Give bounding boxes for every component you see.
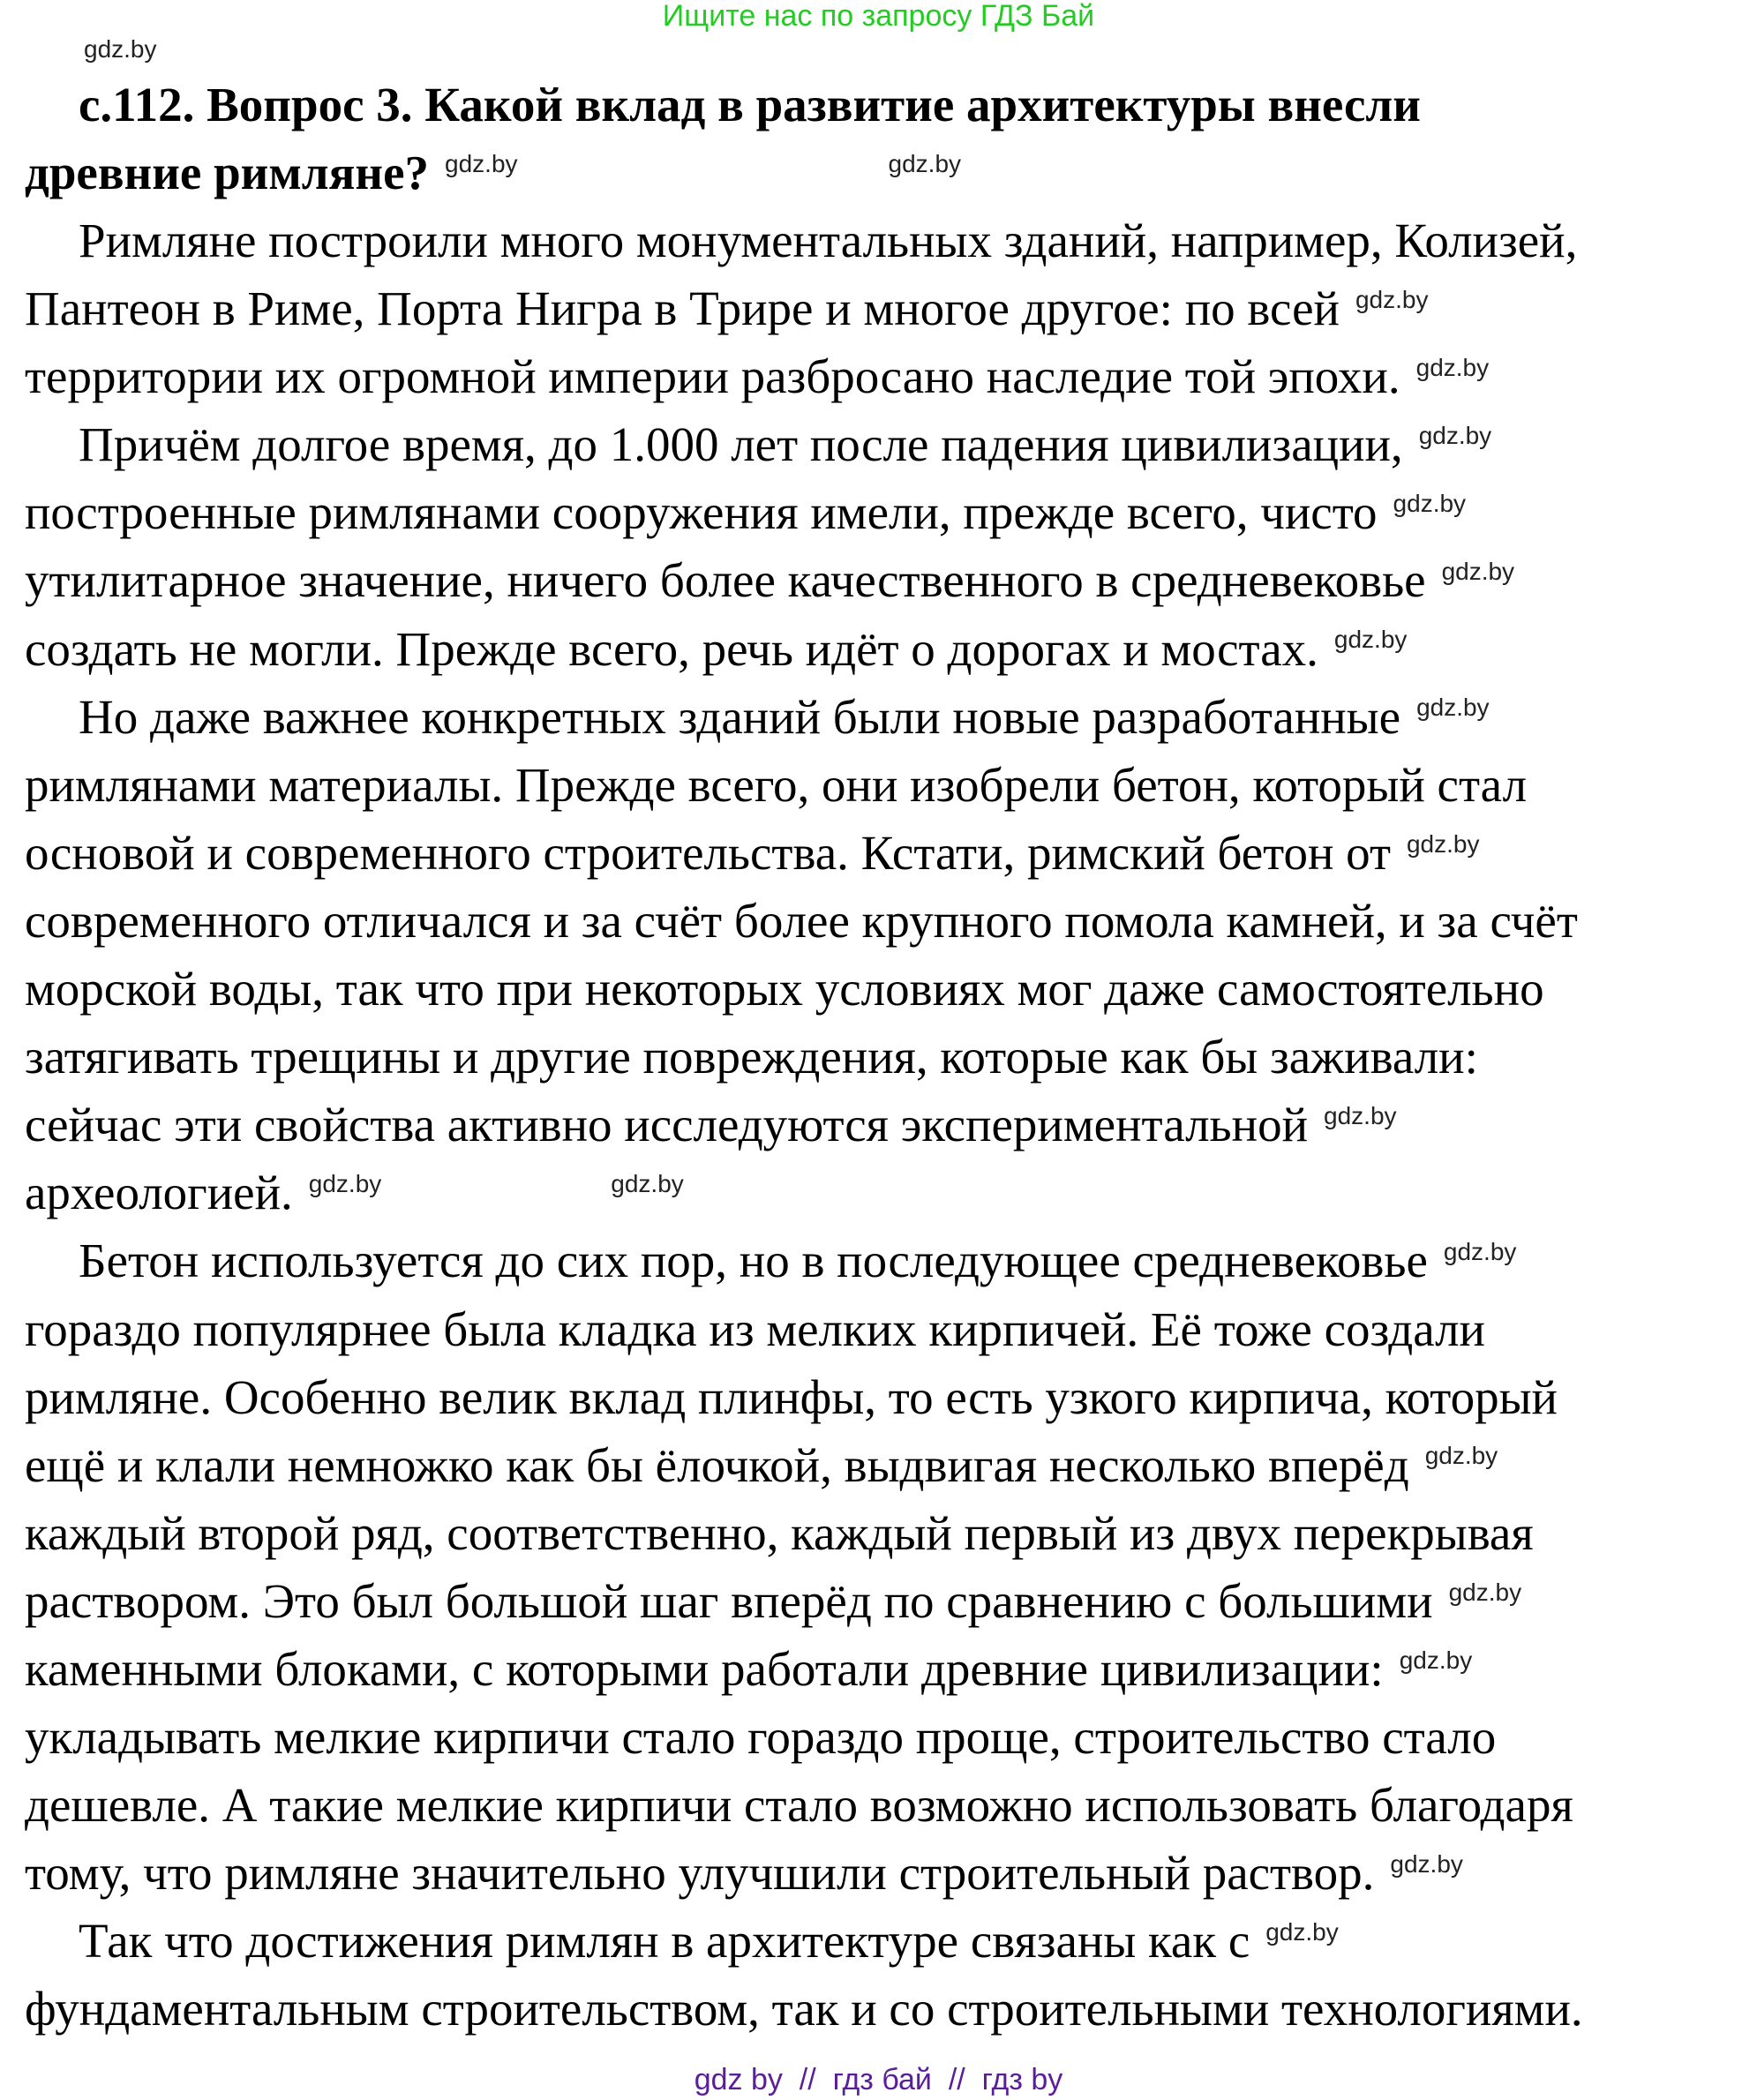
watermark: gdz.by [611,1169,684,1197]
text-line-content: дешевле. А такие мелкие кирпичи стало возможно использовать благодаря [25,1778,1573,1833]
text-line-content: построенные римлянами сооружения имели, прежде всего, чисто [25,485,1378,540]
text-line [0,1635,1583,1703]
heading-line-text: древние римляне? [25,146,430,199]
question-heading [0,71,1421,206]
text-line [0,1499,1583,1567]
search-hint-banner[interactable]: Ищите нас по запросу ГДЗ Бай [662,0,1095,33]
footer-links[interactable]: gdz by // гдз бай // гдз by [694,2063,1063,2096]
watermark: gdz.by [445,149,518,177]
watermark: gdz.by [1265,1918,1339,1946]
watermark: gdz.by [308,1169,382,1197]
text-line-content: тому, что римляне значительно улучшили строительный раствор. [25,1846,1375,1901]
text-line [0,274,1583,342]
watermark: gdz.by [1333,626,1408,654]
text-line [0,751,1583,819]
text-line-content: фундаментальным строительством, так и со строительными технологиями. [25,1982,1583,2036]
text-line [0,1567,1583,1635]
text-line-content: затягивать трещины и другие повреждения, которые как бы заживали: [25,1030,1478,1084]
text-line [0,410,1583,478]
watermark: gdz.by [84,35,157,63]
heading-line [0,139,1421,206]
text-line [0,955,1583,1023]
text-line [0,1363,1583,1431]
text-line-content: ещё и клали немножко как бы ёлочкой, выдвигая несколько вперёд [25,1437,1409,1492]
text-line-content: Римляне построили много монументальных зданий, например, Колизей, [79,214,1578,267]
text-line [0,1975,1583,2043]
text-line [0,206,1583,274]
answer-text [0,206,1583,2044]
text-line-content: Пантеон в Риме, Порта Нигра в Трире и многое другое: по всей [25,281,1340,336]
text-line [0,478,1583,546]
text-line-content: Причём долгое время, до 1.000 лет после падения цивилизации, [79,417,1403,472]
watermark: gdz.by [1448,1578,1522,1606]
text-line-content: Бетон используется до сих пор, но в последующее средневековье [79,1234,1428,1288]
text-line [0,1907,1583,1975]
text-line-content: каменными блоками, с которыми работали древние цивилизации: [25,1641,1384,1696]
watermark: gdz.by [1406,829,1480,858]
text-line-content: римлянами материалы. Прежде всего, они изобрели бетон, который стал [25,757,1528,812]
watermark: gdz.by [1441,558,1515,586]
watermark: gdz.by [1418,421,1492,449]
watermark: gdz.by [1416,694,1490,722]
text-line [0,1091,1583,1159]
text-line-content: утилитарное значение, ничего более качественного в средневековье [25,553,1426,608]
text-line-content: Но даже важнее конкретных зданий были новые разработанные [79,689,1401,744]
heading-line-text: с.112. Вопрос 3. Какой вклад в развитие архитектуры внесли [79,78,1421,131]
text-line [0,615,1583,683]
watermark: gdz.by [1355,285,1429,313]
text-line [0,819,1583,887]
text-line-content: укладывать мелкие кирпичи стало гораздо проще, строительство стало [25,1710,1497,1765]
text-line [0,342,1583,410]
text-line [0,1771,1583,1839]
text-line-content: основой и современного строительства. Кстати, римский бетон от [25,825,1391,880]
text-line [0,1295,1583,1363]
watermark: gdz.by [1393,490,1467,518]
text-line [0,1431,1583,1499]
text-line [0,546,1583,614]
text-line-content: сейчас эти свойства активно исследуются экспериментальной [25,1098,1309,1152]
text-line-content: современного отличался и за счёт более крупного помола камней, и за счёт [25,893,1578,948]
text-line-content: археологией. [25,1166,293,1220]
text-line-content: каждый второй ряд, соответственно, каждый первый из двух перекрывая [25,1505,1534,1560]
text-line [0,683,1583,751]
watermark: gdz.by [1390,1849,1463,1878]
text-line-content: Так что достижения римлян в архитектуре связаны как с [79,1914,1250,1969]
text-line [0,887,1583,955]
watermark: gdz.by [1399,1646,1473,1674]
text-line-content: раствором. Это был большой шаг вперёд по сравнению с большими [25,1573,1433,1628]
text-line-content: территории их огромной империи разбросано наследие той эпохи. [25,349,1400,404]
text-line-content: морской воды, так что при некоторых условиях мог даже самостоятельно [25,962,1544,1016]
watermark: gdz.by [1324,1101,1397,1129]
watermark: gdz.by [1424,1442,1498,1470]
watermark: gdz.by [1443,1238,1517,1266]
text-line-content: гораздо популярнее была кладка из мелких кирпичей. Её тоже создали [25,1301,1485,1356]
text-line-content: римляне. Особенно велик вклад плинфы, то есть узкого кирпича, который [25,1369,1558,1424]
heading-line [0,71,1421,139]
text-line [0,1023,1583,1091]
watermark: gdz.by [1415,353,1490,381]
watermark: gdz.by [888,149,962,177]
text-line [0,1839,1583,1907]
text-line [0,1703,1583,1771]
text-line-content: создать не могли. Прежде всего, речь идёт о дорогах и мостах. [25,621,1318,676]
text-line [0,1159,1583,1226]
text-line [0,1226,1583,1294]
